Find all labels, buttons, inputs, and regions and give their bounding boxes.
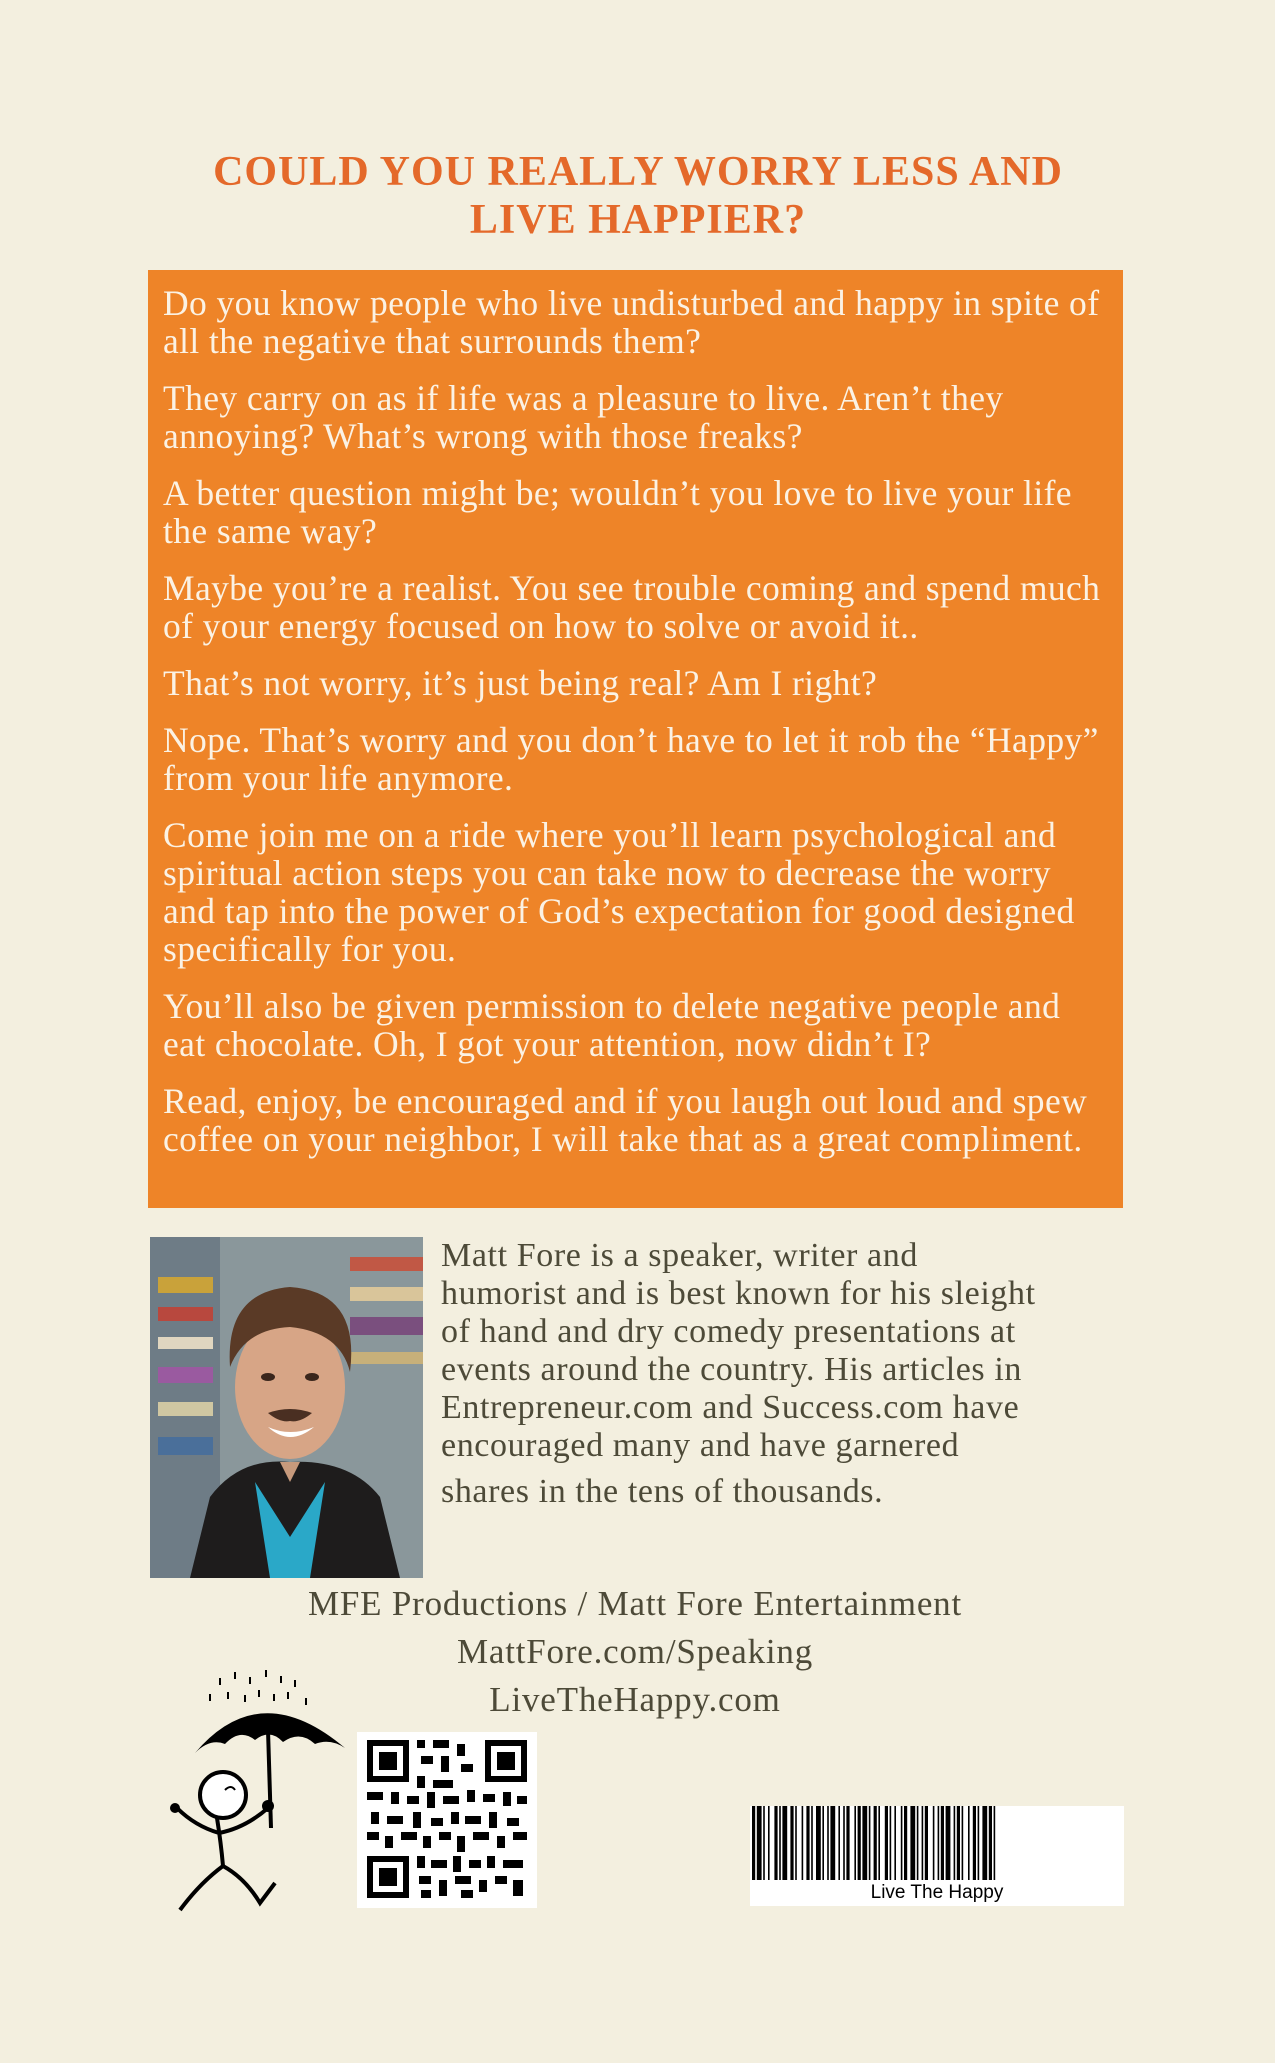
author-bio-line: events around the country. His articles in <box>441 1351 1023 1388</box>
author-bio-line: of hand and dry comedy presentations at <box>441 1313 1016 1350</box>
author-bio-line: Matt Fore is a speaker, writer and <box>441 1237 918 1274</box>
description-paragraph: Come join me on a ride where you’ll learn psychological and spiritual action steps you can take now to decrease the worry and tap into the power of God’s expectation for good designed specifically for you. <box>163 815 1075 969</box>
author-bio <box>441 1237 1131 1511</box>
headline <box>148 148 1128 244</box>
website-link-speaking[interactable]: MattFore.com/Speaking <box>456 1632 814 1671</box>
barcode <box>750 1806 1124 1906</box>
qr-code[interactable] <box>357 1732 537 1908</box>
author-photo <box>150 1237 423 1578</box>
description-paragraph: You’ll also be given permission to delete negative people and eat chocolate. Oh, I got your attention, now didn’t I? <box>163 986 1061 1064</box>
author-photo-illustration <box>150 1237 423 1578</box>
author-bio-line: encouraged many and have garnered <box>441 1427 960 1464</box>
umbrella-stick-figure-icon <box>165 1668 355 1913</box>
author-bio-line: shares in the tens of thousands. <box>441 1473 884 1510</box>
headline-line-1: COULD YOU REALLY WORRY LESS AND <box>213 149 1063 195</box>
description-paragraph: They carry on as if life was a pleasure to live. Aren’t they annoying? What’s wrong with those freaks? <box>163 378 1004 456</box>
barcode-label: Live The Happy <box>870 1882 1004 1903</box>
author-bio-line: humorist and is best known for his sleight <box>441 1275 1036 1312</box>
website-link-live-the-happy[interactable]: LiveTheHappy.com <box>489 1680 781 1719</box>
headline-line-2: LIVE HAPPIER? <box>469 197 807 243</box>
description-box <box>148 270 1123 1208</box>
description-paragraph: Do you know people who live undisturbed and happy in spite of all the negative that surrounds them? <box>163 283 1100 361</box>
description-paragraph: Maybe you’re a realist. You see trouble coming and spend much of your energy focused on how to solve or avoid it.. <box>163 568 1101 646</box>
description-paragraph: Read, enjoy, be encouraged and if you laugh out loud and spew coffee on your neighbor, I will take that as a great compliment. <box>163 1081 1088 1159</box>
description-paragraph: That’s not worry, it’s just being real? Am I right? <box>163 663 878 703</box>
description-paragraph: Nope. That’s worry and you don’t have to let it rob the “Happy” from your life anymore. <box>163 720 1099 798</box>
description-paragraph: A better question might be; wouldn’t you love to live your life the same way? <box>163 473 1072 551</box>
publisher-name: MFE Productions / Matt Fore Entertainment <box>308 1584 962 1623</box>
author-bio-line: Entrepreneur.com and Success.com have <box>441 1389 1020 1426</box>
